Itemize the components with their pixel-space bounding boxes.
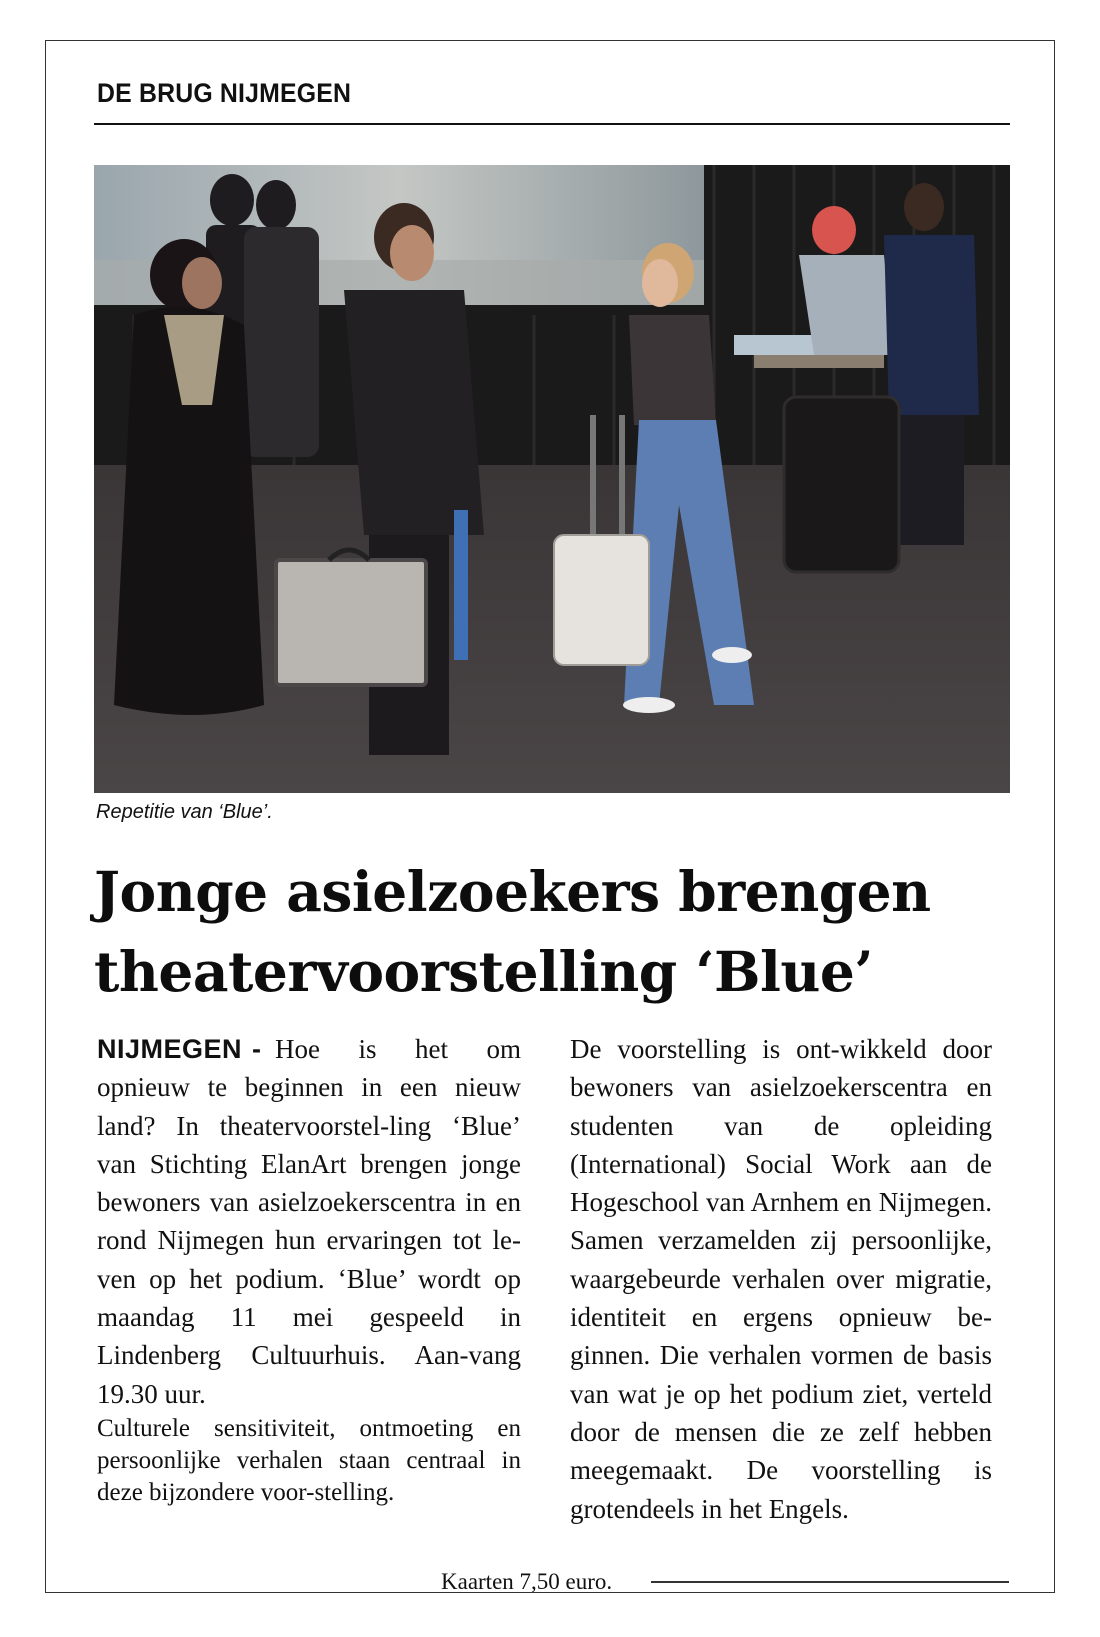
tickets-info: Kaarten 7,50 euro. (441, 1569, 613, 1594)
lead-text: Hoe is het om opnieuw te beginnen in een nieuw land? In theatervoorstel-ling ‘Blue’ van Stichting ElanArt brengen jonge bewoners van asielzoekerscentra in en rond Nijmegen hun ervaringen tot le-ven op het podium. ‘Blue’ wordt op maandag 11 mei gespeeld in Lindenberg Cultuurhuis. Aan-vang 19.30 uur. (97, 1034, 521, 1409)
headline-line-2: theatervoorstelling ‘Blue’ (94, 939, 873, 1004)
headline-line-1: Jonge asielzoekers brengen (94, 859, 931, 924)
headline (94, 852, 1024, 1012)
lead-paragraph (97, 1030, 521, 1413)
article-column-left (97, 1030, 521, 1509)
section-rule (94, 123, 1010, 125)
dateline-dash: - (252, 1034, 262, 1064)
dateline: NIJMEGEN (97, 1034, 243, 1064)
end-rule (651, 1581, 1009, 1583)
paragraph-3: De voorstelling is ont-wikkeld door bewoners van asielzoekerscentra en studenten van de opleiding (International) Social Work aan de Hogeschool van Arnhem en Nijmegen. Samen verzamelden zij persoonlijke, waargebeurde verhalen over migratie, identiteit en ergens opnieuw be-ginnen. Die verhalen vormen de basis van wat je op het podium ziet, verteld door de mensen die ze zelf hebben meegemaakt. De voorstelling is grotendeels in het Engels. (570, 1034, 992, 1524)
photo-caption: Repetitie van ‘Blue’. (96, 801, 273, 823)
article-column-right (570, 1030, 992, 1528)
paragraph-2: Culturele sensitiviteit, ontmoeting en persoonlijke verhalen staan centraal in deze bijzondere voor-stelling. (97, 1414, 521, 1506)
article-photo (94, 165, 1010, 793)
section-label: DE BRUG NIJMEGEN (97, 78, 352, 108)
